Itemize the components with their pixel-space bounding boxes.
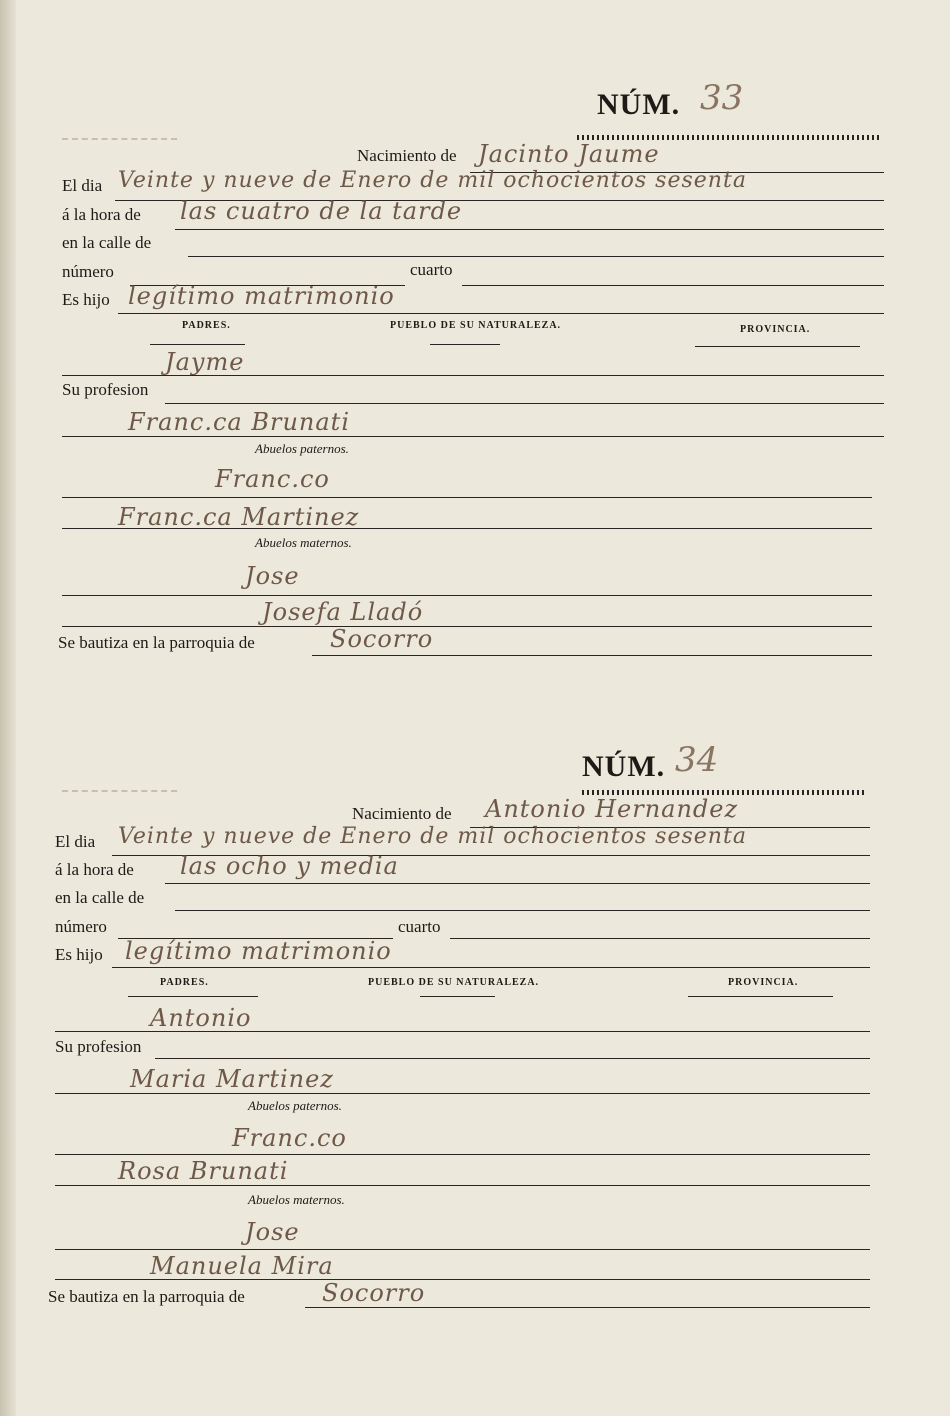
numero-label: número — [62, 262, 114, 281]
abuelo-paterno-value: Franc.co — [215, 465, 330, 493]
cuarto-label: cuarto — [398, 917, 441, 936]
abuelo-materno-value: Jose — [245, 562, 300, 590]
nacimiento-value: Antonio Hernandez — [485, 795, 739, 823]
pueblo-header: PUEBLO DE SU NATURALEZA. — [390, 320, 562, 331]
padres-header: PADRES. — [160, 977, 209, 988]
provincia-header: PROVINCIA. — [740, 324, 811, 335]
es-hijo-label: Es hijo — [55, 945, 103, 964]
hora-label: á la hora de — [55, 860, 134, 879]
abuela-paterna-value: Rosa Brunati — [118, 1157, 289, 1185]
padre-value: Jayme — [165, 348, 245, 376]
parroquia-value: Socorro — [330, 625, 434, 653]
dia-value: Veinte y nueve de Enero de mil ochocientos sesenta — [118, 168, 747, 193]
cuarto-label: cuarto — [410, 260, 453, 279]
nacimiento-value: Jacinto Jaume — [478, 140, 660, 168]
calle-label: en la calle de — [55, 888, 145, 907]
number-label: NÚM. — [597, 88, 681, 121]
record-number: 34 — [675, 740, 719, 780]
abuelo-materno-value: Jose — [245, 1218, 300, 1246]
el-dia-label: El dia — [62, 176, 103, 195]
record-number: 33 — [700, 78, 744, 118]
faint-rule — [62, 790, 177, 792]
madre-value: Maria Martinez — [130, 1065, 334, 1093]
parroquia-value: Socorro — [322, 1279, 426, 1307]
parroquia-label: Se bautiza en la parroquia de — [48, 1287, 245, 1306]
padres-header: PADRES. — [182, 320, 231, 331]
faint-rule — [62, 138, 177, 140]
padre-value: Antonio — [150, 1004, 252, 1032]
hora-label: á la hora de — [62, 205, 141, 224]
hora-value: las ocho y media — [180, 852, 399, 880]
nacimiento-label: Nacimiento de — [352, 804, 452, 823]
parroquia-label: Se bautiza en la parroquia de — [58, 633, 255, 652]
abuelos-maternos-label: Abuelos maternos. — [248, 1192, 345, 1207]
abuelos-paternos-label: Abuelos paternos. — [248, 1098, 342, 1113]
nacimiento-label: Nacimiento de — [357, 146, 457, 165]
provincia-header: PROVINCIA. — [728, 977, 799, 988]
es-hijo-value: legítimo matrimonio — [125, 937, 392, 965]
pueblo-header: PUEBLO DE SU NATURALEZA. — [368, 977, 540, 988]
es-hijo-label: Es hijo — [62, 290, 110, 309]
profesion-label: Su profesion — [55, 1037, 142, 1056]
abuelos-maternos-label: Abuelos maternos. — [255, 535, 352, 550]
numero-label: número — [55, 917, 107, 936]
abuela-paterna-value: Franc.ca Martinez — [118, 503, 360, 531]
abuela-materna-value: Josefa Lladó — [262, 598, 424, 626]
el-dia-label: El dia — [55, 832, 96, 851]
abuela-materna-value: Manuela Mira — [150, 1252, 334, 1280]
dia-value: Veinte y nueve de Enero de mil ochocientos sesenta — [118, 824, 747, 849]
hora-value: las cuatro de la tarde — [180, 197, 463, 225]
es-hijo-value: legítimo matrimonio — [128, 282, 395, 310]
number-label: NÚM. — [582, 750, 666, 783]
profesion-label: Su profesion — [62, 380, 149, 399]
calle-label: en la calle de — [62, 233, 152, 252]
madre-value: Franc.ca Brunati — [128, 408, 350, 436]
page-binding-edge — [0, 0, 16, 1416]
abuelo-paterno-value: Franc.co — [232, 1124, 347, 1152]
abuelos-paternos-label: Abuelos paternos. — [255, 441, 349, 456]
